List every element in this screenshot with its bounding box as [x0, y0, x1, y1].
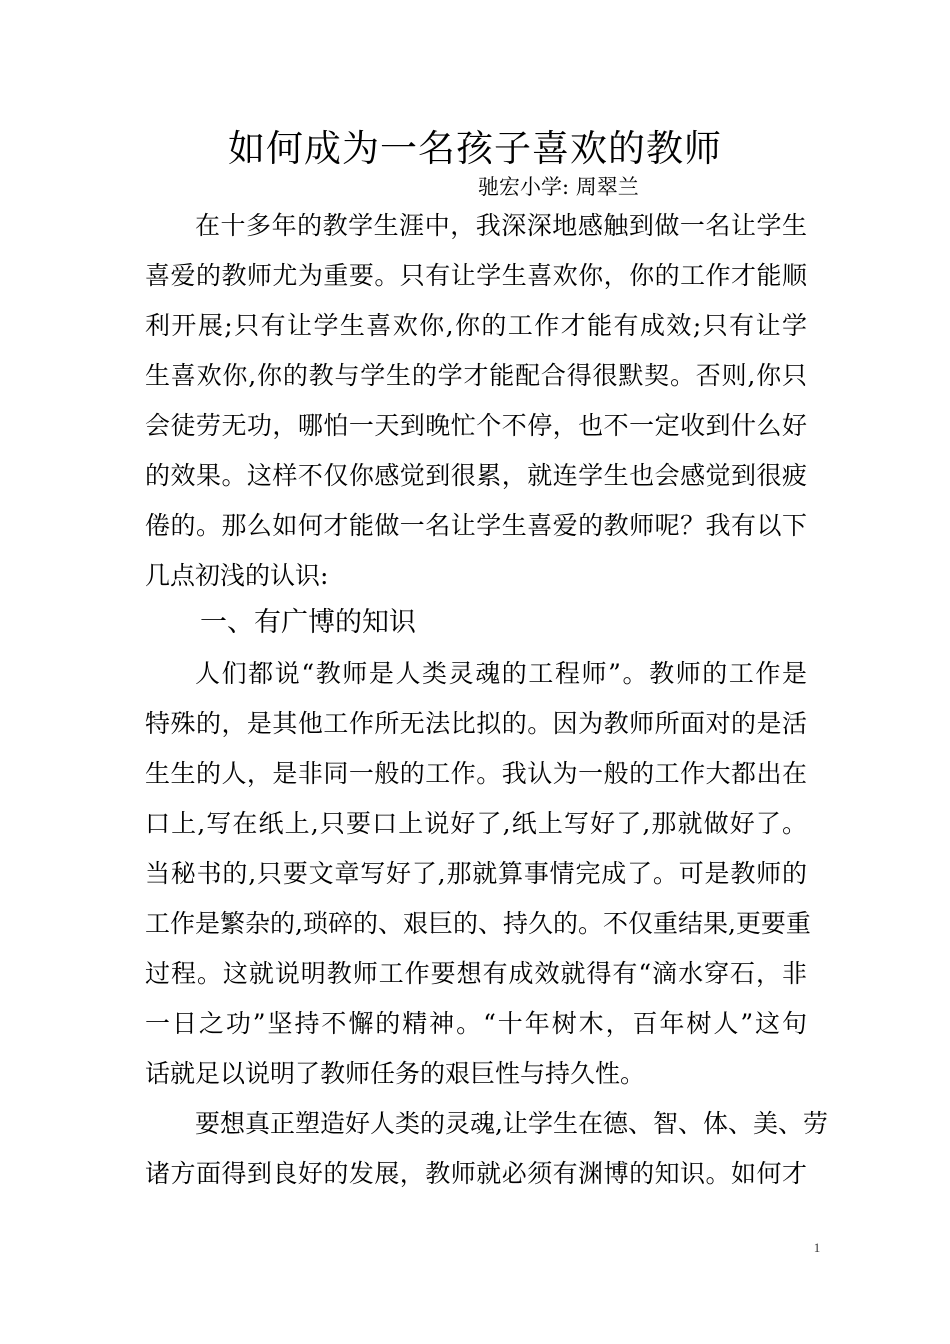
paragraph-line: 利开展;只有让学生喜欢你,你的工作才能有成效;只有让学: [145, 311, 807, 340]
paragraph-line: 诸方面得到良好的发展，教师就必须有渊博的知识。如何才: [145, 1159, 807, 1188]
page-number: 1: [813, 1240, 821, 1255]
paragraph-line: 生喜欢你,你的教与学生的学才能配合得很默契。否则,你只: [145, 361, 807, 390]
section-heading: 一、有广博的知识: [200, 607, 416, 638]
paragraph-line: 工作是繁杂的,琐碎的、艰巨的、持久的。不仅重结果,更要重: [145, 909, 811, 938]
document-author: 驰宏小学: 周翠兰: [478, 175, 639, 199]
paragraph-line: 倦的。那么如何才能做一名让学生喜爱的教师呢？我有以下: [145, 511, 807, 540]
paragraph-line: 过程。这就说明教师工作要想有成效就得有“滴水穿石，非: [145, 959, 807, 988]
paragraph-line: 喜爱的教师尤为重要。只有让学生喜欢你，你的工作才能顺: [145, 261, 807, 290]
paragraph-line: 生生的人，是非同一般的工作。我认为一般的工作大都出在: [145, 759, 807, 788]
paragraph-line: 口上,写在纸上,只要口上说好了,纸上写好了,那就做好了。: [145, 809, 807, 838]
paragraph-line: 在十多年的教学生涯中，我深深地感触到做一名让学生: [195, 211, 807, 240]
paragraph-line: 话就足以说明了教师任务的艰巨性与持久性。: [145, 1059, 646, 1088]
paragraph-line: 会徒劳无功，哪怕一天到晚忙个不停，也不一定收到什么好: [145, 411, 807, 440]
paragraph-line: 几点初浅的认识:: [145, 561, 329, 590]
paragraph-line: 人们都说“教师是人类灵魂的工程师”。教师的工作是: [195, 659, 807, 688]
document-title: 如何成为一名孩子喜欢的教师: [228, 127, 722, 170]
paragraph-line: 当秘书的,只要文章写好了,那就算事情完成了。可是教师的: [145, 859, 807, 888]
paragraph-line: 特殊的，是其他工作所无法比拟的。因为教师所面对的是活: [145, 709, 807, 738]
paragraph-line: 要想真正塑造好人类的灵魂,让学生在德、智、体、美、劳: [195, 1109, 828, 1138]
paragraph-line: 的效果。这样不仅你感觉到很累，就连学生也会感觉到很疲: [145, 461, 807, 490]
paragraph-line: 一日之功”坚持不懈的精神。“十年树木，百年树人”这句: [145, 1009, 807, 1038]
